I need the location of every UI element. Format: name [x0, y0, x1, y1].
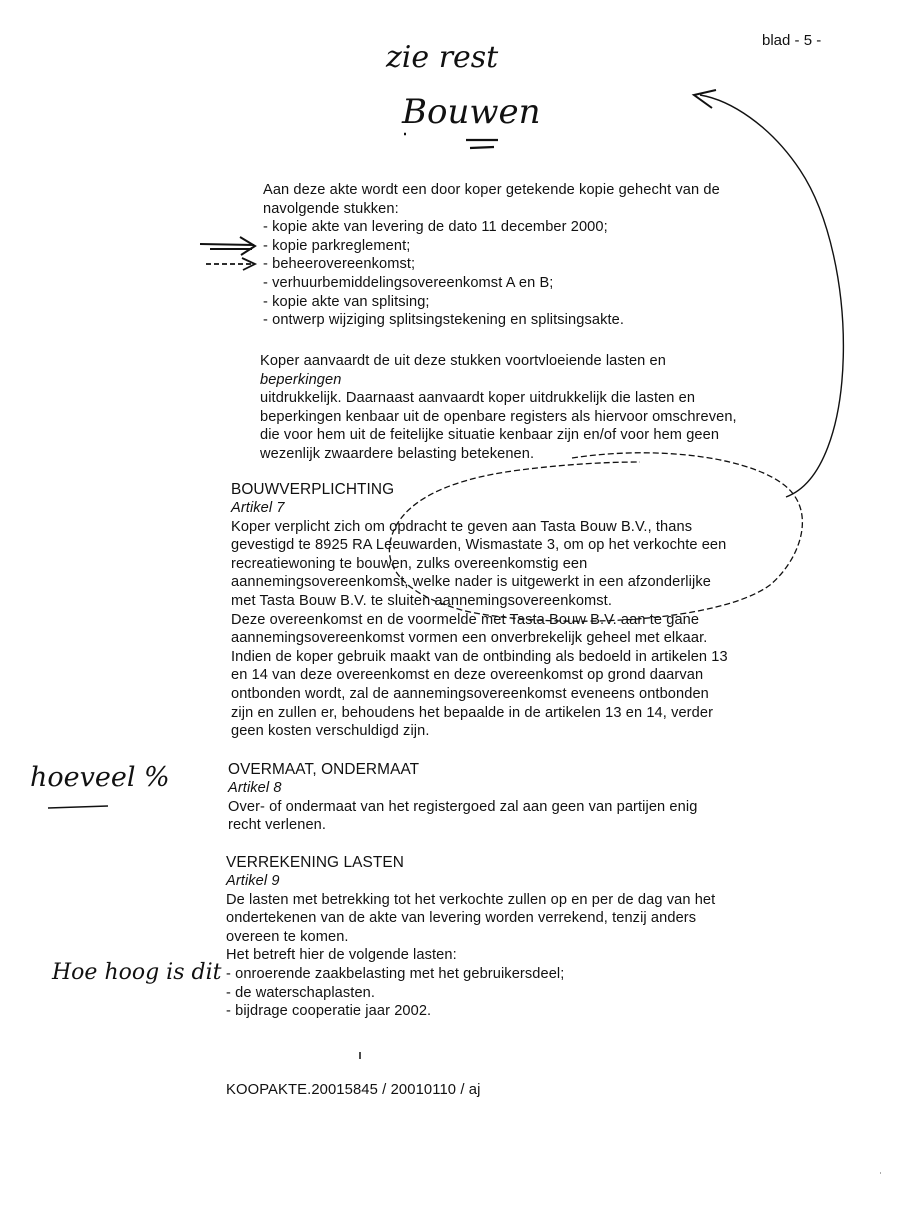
text-line: beperkingen kenbaar uit de openbare registers als hiervoor omschreven, — [260, 408, 737, 425]
text-line: Koper verplicht zich om opdracht te geven aan Tasta Bouw B.V., thans — [231, 518, 693, 535]
text-line: geen kosten verschuldigd zijn. — [231, 723, 430, 740]
text-line: Indien de koper gebruik maakt van de ontbinding als bedoeld in artikelen 13 — [231, 648, 728, 665]
list-item: - bijdrage cooperatie jaar 2002. — [226, 1003, 432, 1020]
arrow-marker-icon — [200, 237, 255, 255]
handwritten-note-top: zie rest — [386, 40, 499, 75]
article-label: Artikel 8 — [228, 780, 282, 796]
text-line: Aan deze akte wordt een door koper getekende kopie gehecht van de — [263, 182, 720, 198]
list-item: - ontwerp wijziging splitsingstekening en splitsingsakte. — [263, 312, 624, 329]
text-line: ontbonden wordt, zal de aannemingsovereenkomst eveneens ontbonden — [231, 685, 709, 702]
list-item: - verhuurbemiddelingsovereenkomst A en B; — [263, 274, 554, 291]
text-line: zijn en zullen er, behoudens het bepaalde in de artikelen 13 en 14, verder — [231, 704, 714, 721]
title-underline — [466, 140, 498, 148]
text-line: Het betreft hier de volgende lasten: — [226, 947, 457, 964]
text-line: uitdrukkelijk. Daarnaast aanvaardt koper uitdrukkelijk die lasten en — [260, 390, 696, 407]
article-label: Artikel 9 — [226, 873, 280, 889]
text-line: gevestigd te 8925 RA Leeuwarden, Wismastate 3, om op het verkochte een — [231, 537, 727, 554]
circle-annotation — [389, 453, 802, 621]
handwritten-margin-note-cost: Hoe hoog is dit — [52, 960, 222, 985]
text-line: Koper aanvaardt de uit deze stukken voortvloeiende lasten en — [260, 353, 666, 369]
page-number: blad - 5 - — [762, 32, 822, 49]
list-item: - de waterschaplasten. — [226, 984, 376, 1001]
text-line: Over- of ondermaat van het registergoed zal aan geen van partijen enig — [228, 798, 698, 815]
text-line: wezenlijk zwaardere belasting betekenen. — [260, 445, 535, 462]
text-line: ondertekenen van de akte van levering worden verrekend, tenzij anders — [226, 910, 697, 927]
text-line: beperkingen — [260, 371, 342, 388]
text-line: overeen te komen. — [226, 928, 349, 945]
text-line: die voor hem uit de feitelijke situatie kenbaar zijn en/of voor hem geen — [260, 427, 720, 444]
text-line: aannemingsovereenkomst vormen een onverbrekelijk geheel met elkaar. — [231, 630, 708, 647]
text-line: recht verlenen. — [228, 817, 327, 834]
list-item: - beheerovereenkomst; — [263, 256, 416, 273]
section-heading: OVERMAAT, ONDERMAAT — [228, 761, 420, 778]
list-item: - onroerende zaakbelasting met het gebruikersdeel; — [226, 965, 565, 982]
text-line: navolgende stukken: — [263, 200, 399, 217]
list-item: - kopie akte van splitsing; — [263, 293, 430, 310]
handwritten-title: Bouwen — [402, 92, 541, 132]
document-reference: KOOPAKTE.20015845 / 20010110 / aj — [226, 1082, 481, 1098]
text-line: recreatiewoning te bouwen, zulks overeenkomstig een — [231, 555, 588, 572]
arrow-head-icon — [694, 90, 716, 108]
text-line: aannemingsovereenkomst, welke nader is uitgewerkt in een afzonderlijke — [231, 574, 711, 591]
connector-arrow — [700, 95, 843, 497]
section-heading: VERREKENING LASTEN — [226, 854, 404, 871]
section-heading: BOUWVERPLICHTING — [231, 481, 395, 498]
list-item: - kopie parkreglement; — [263, 237, 411, 254]
article-label: Artikel 7 — [231, 500, 285, 516]
margin-note-underline — [48, 806, 108, 808]
text-line: De lasten met betrekking tot het verkochte zullen op en per de dag van het — [226, 891, 716, 908]
dashed-arrow-marker-icon — [206, 258, 255, 270]
text-line: Deze overeenkomst en de voormelde met Tasta Bouw B.V. aan te gane — [231, 611, 700, 628]
list-item: - kopie akte van levering de dato 11 december 2000; — [263, 219, 608, 236]
text-line: en 14 van deze overeenkomst en deze overeenkomst op grond daarvan — [231, 667, 704, 684]
handwritten-margin-note-percentage: hoeveel % — [30, 762, 170, 793]
text-line: met Tasta Bouw B.V. te sluiten aannemingsovereenkomst. — [231, 592, 612, 609]
